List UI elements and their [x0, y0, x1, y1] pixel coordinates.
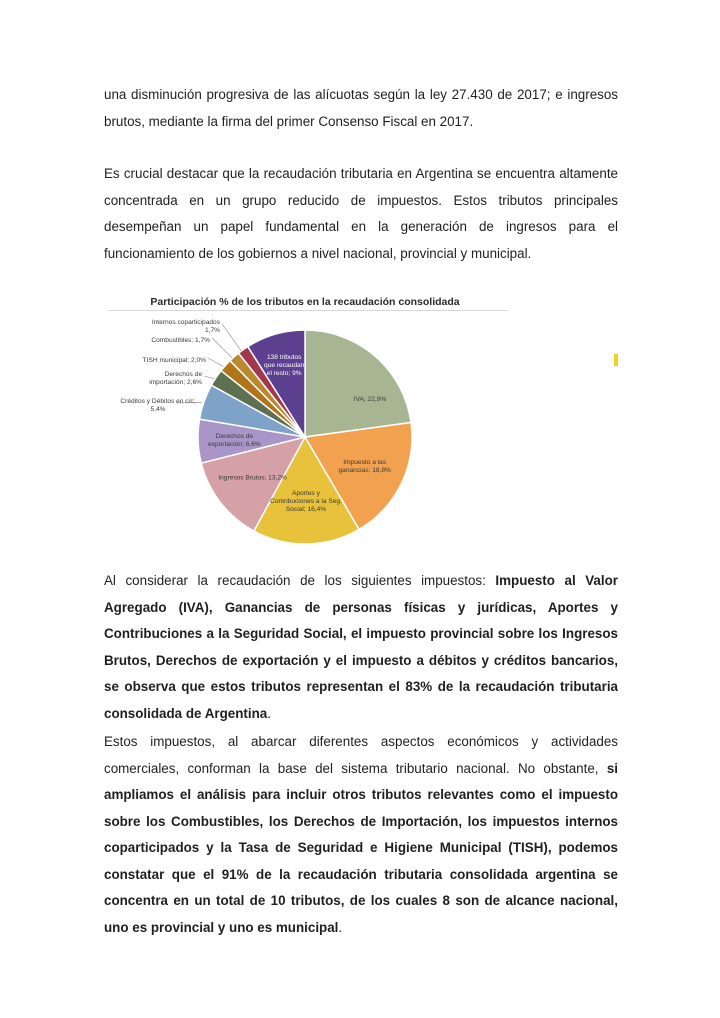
pie-chart-svg — [100, 292, 520, 554]
leader-line — [222, 324, 241, 351]
chart-title: Participación % de los tributos en la recaudación consolidada — [150, 296, 460, 308]
slice-label: TISH municipal; 2,0% — [142, 357, 206, 364]
yellow-highlight-marker — [614, 354, 618, 366]
slice-label: IVA; 22,9% — [353, 396, 387, 403]
pie-chart — [100, 292, 520, 554]
paragraph-1-text: una disminución progresiva de las alícuotas según la ley 27.430 de 2017; e ingresos brutos, mediante la firma del primer Consenso Fiscal en 2017. — [104, 87, 618, 129]
slice-label: 138 tributos que recaudan el resto; 9% — [264, 354, 305, 378]
paragraph-3 — [104, 568, 618, 727]
paragraph-4-intro: Estos impuestos, al abarcar diferentes aspectos económicos y actividades comerciales, conforman la base del sistema tributario nacional. No obstante, — [104, 734, 618, 776]
paragraph-3-end: . — [267, 705, 271, 721]
slice-label: Derechos de importación; 2,6% — [149, 371, 202, 386]
paragraph-2-text: Es crucial destacar que la recaudación tributaria en Argentina se encuentra altamente concentrada en un grupo reducido de impuestos. Estos tributos principales desempeñan un papel fundamental en la generación de ingresos para el funcionamiento de los gobiernos a nivel nacional, provincial y municipal. — [104, 166, 618, 261]
paragraph-4 — [104, 729, 618, 941]
paragraph-1 — [104, 82, 618, 135]
paragraph-3-intro: Al considerar la recaudación de los siguientes impuestos: — [104, 573, 496, 588]
slice-label: Aportes y Contribuciones a la Seg. Social; 16,4% — [270, 490, 342, 514]
slice-label: Ingresos Brutos; 13,2% — [218, 474, 287, 482]
leader-line — [208, 358, 223, 367]
leader-line — [212, 338, 232, 358]
slice-label: Impuesto a las ganancias; 18,8% — [338, 459, 391, 474]
slice-label: Internos coparticipados 1,7% — [151, 319, 220, 334]
slice-label: Derechos de exportación; 6,6% — [208, 432, 261, 448]
paragraph-2 — [104, 161, 618, 267]
paragraph-3-bold: Impuesto al Valor Agregado (IVA), Ganancias de personas físicas y jurídicas, Aportes y Contribuciones a la Seguridad Social, el impuesto provincial sobre los Ingresos Brutos, Derechos de exportación y el impuesto a débitos y créditos bancarios, se observa que estos tributos representan el 83% de la recaudación tributaria consolidada de Argentina — [104, 573, 618, 721]
slice-label: Créditos y Débitos en c/c; 5,4% — [120, 398, 196, 413]
paragraph-4-end: . — [338, 919, 343, 935]
pie-slice — [305, 330, 411, 437]
slice-label: Combustibles; 1,7% — [151, 337, 210, 344]
paragraph-4-bold: si ampliamos el análisis para incluir otros tributos relevantes como el impuesto sobre los Combustibles, los Derechos de Importación, los impuestos internos coparticipados y la Tasa de Seguridad e Higiene Municipal (TISH), podemos constatar que el 91% de la recaudación tributaria consolidada argentina se concentra en un total de 10 tributos, de los cuales 8 son de alcance nacional, uno es provincial y uno es municipal — [104, 760, 618, 935]
leader-line — [204, 376, 214, 379]
